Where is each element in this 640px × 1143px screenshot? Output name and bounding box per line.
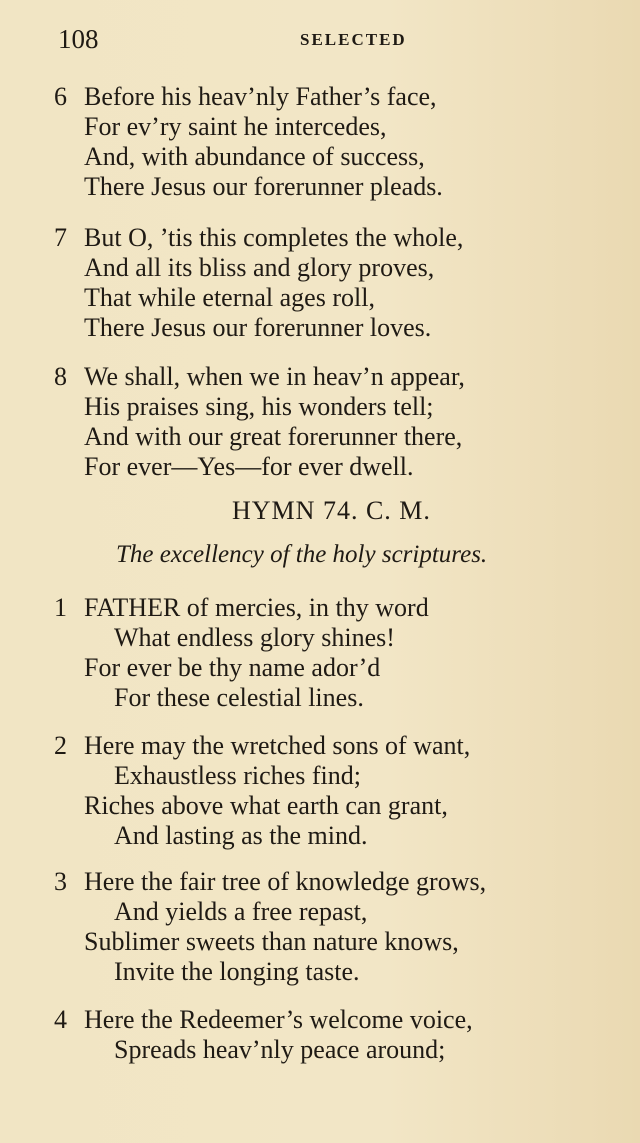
stanza-6 bbox=[0, 82, 640, 202]
verse-text: For ev’ry saint he intercedes, bbox=[84, 112, 387, 141]
hymn-stanza-2 bbox=[0, 731, 640, 851]
verse-text: There Jesus our forerunner pleads. bbox=[84, 172, 443, 201]
verse-text: For ever be thy name ador’d bbox=[84, 653, 381, 682]
verse-text: Exhaustless riches find; bbox=[114, 761, 361, 790]
stanza-7 bbox=[0, 223, 640, 343]
stanza-number: 3 bbox=[54, 867, 67, 896]
verse-line bbox=[0, 927, 640, 957]
verse-text: For these celestial lines. bbox=[114, 683, 364, 712]
stanza-number: 8 bbox=[54, 362, 67, 391]
verse-line bbox=[0, 1005, 640, 1035]
stanza-number: 4 bbox=[54, 1005, 67, 1034]
verse-line bbox=[0, 253, 640, 283]
hymn-subtitle: The excellency of the holy scriptures. bbox=[116, 541, 488, 568]
verse-line bbox=[0, 821, 640, 851]
verse-text: That while eternal ages roll, bbox=[84, 283, 375, 312]
verse-line bbox=[0, 593, 640, 623]
verse-line bbox=[0, 867, 640, 897]
verse-text: Riches above what earth can grant, bbox=[84, 791, 448, 820]
verse-line bbox=[0, 313, 640, 343]
verse-line bbox=[0, 791, 640, 821]
verse-text: FATHER of mercies, in thy word bbox=[84, 593, 429, 622]
verse-line bbox=[0, 422, 640, 452]
stanza-number: 6 bbox=[54, 82, 67, 111]
verse-line bbox=[0, 452, 640, 482]
verse-text: For ever—Yes—for ever dwell. bbox=[84, 452, 414, 481]
verse-line bbox=[0, 362, 640, 392]
verse-line bbox=[0, 897, 640, 927]
verse-text: But O, ’tis this completes the whole, bbox=[84, 223, 464, 252]
verse-text: And lasting as the mind. bbox=[114, 821, 368, 850]
hymn-stanza-3 bbox=[0, 867, 640, 987]
stanza-number: 1 bbox=[54, 593, 67, 622]
verse-text: Here may the wretched sons of want, bbox=[84, 731, 471, 760]
verse-text: And yields a free repast, bbox=[114, 897, 368, 926]
verse-text: And, with abundance of success, bbox=[84, 142, 425, 171]
hymn-stanza-4 bbox=[0, 1005, 640, 1065]
hymn-stanza-1 bbox=[0, 593, 640, 713]
verse-line bbox=[0, 82, 640, 112]
running-head: SELECTED bbox=[300, 30, 407, 49]
verse-text: Spreads heav’nly peace around; bbox=[114, 1035, 446, 1064]
stanza-number: 7 bbox=[54, 223, 67, 252]
verse-text: Here the Redeemer’s welcome voice, bbox=[84, 1005, 473, 1034]
verse-text: And all its bliss and glory proves, bbox=[84, 253, 435, 282]
verse-text: His praises sing, his wonders tell; bbox=[84, 392, 434, 421]
verse-line bbox=[0, 761, 640, 791]
page-header bbox=[0, 24, 640, 64]
stanza-8 bbox=[0, 362, 640, 482]
verse-text: And with our great forerunner there, bbox=[84, 422, 463, 451]
stanza-number: 2 bbox=[54, 731, 67, 760]
verse-line bbox=[0, 283, 640, 313]
verse-line bbox=[0, 731, 640, 761]
verse-line bbox=[0, 172, 640, 202]
verse-line bbox=[0, 623, 640, 653]
verse-line bbox=[0, 112, 640, 142]
verse-line bbox=[0, 223, 640, 253]
verse-text: Sublimer sweets than nature knows, bbox=[84, 927, 459, 956]
verse-text: Here the fair tree of knowledge grows, bbox=[84, 867, 487, 896]
verse-line bbox=[0, 392, 640, 422]
verse-text: What endless glory shines! bbox=[114, 623, 395, 652]
verse-line bbox=[0, 957, 640, 987]
verse-line bbox=[0, 1035, 640, 1065]
verse-line bbox=[0, 653, 640, 683]
verse-line bbox=[0, 683, 640, 713]
verse-text: Invite the longing taste. bbox=[114, 957, 360, 986]
verse-line bbox=[0, 142, 640, 172]
verse-text: There Jesus our forerunner loves. bbox=[84, 313, 432, 342]
page-number: 108 bbox=[58, 24, 99, 54]
verse-text: Before his heav’nly Father’s face, bbox=[84, 82, 437, 111]
hymn-title: HYMN 74. C. M. bbox=[232, 496, 431, 525]
verse-text: We shall, when we in heav’n appear, bbox=[84, 362, 465, 391]
